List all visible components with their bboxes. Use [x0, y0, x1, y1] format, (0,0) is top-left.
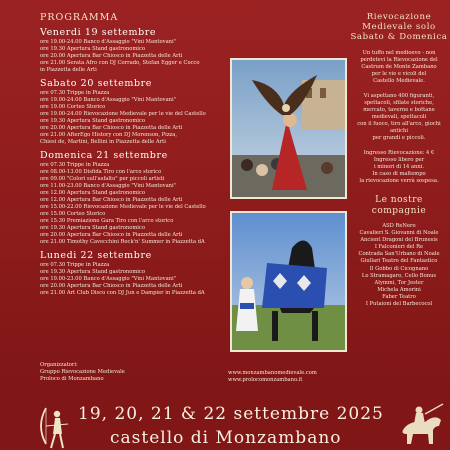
schedule-item: ore 19.30 Apertura Stand gastronomico [40, 269, 145, 275]
intro-line: per le vie e vicoli del [371, 71, 427, 77]
details-line: con il fuoco, tiro all'arco, giochi antichi [357, 121, 441, 134]
organizer-1: Gruppo Rievocazione Medievale [40, 369, 125, 375]
urls-block [228, 370, 358, 384]
compagnia-item: I Putaioni del Barbecocol [365, 301, 433, 308]
compagnia-item: I Falconieri del Re [374, 244, 424, 251]
ingresso-line: la rievocazione verrà sospesa. [359, 178, 439, 184]
event-dates: 19, 20, 21 & 22 settembre 2025 [78, 404, 384, 424]
compagnia-item: Contrada San'Urbano di Noale [358, 251, 440, 258]
compagnia-item: Ancient Dragoni del Brunesis [360, 237, 438, 244]
knight-photo-illustration [232, 213, 345, 350]
schedule-item: ore 19.30 Apertura Stand gastronomico [40, 118, 145, 124]
ingresso-line: i minori di 14 anni. [373, 164, 425, 170]
schedule-item: ore 12.00 Apertura Bar Chiosco in Piazzetta delle Arti [40, 197, 183, 203]
schedule-item: ore 19.30 Apertura Stand gastronomico [40, 225, 145, 231]
schedule-item: ore 20.00 Apertura Bar Chiosco in Piazzetta delle Arti [40, 232, 183, 238]
ingresso-line: In caso di maltempo [372, 171, 426, 177]
schedule-item: ore 15.00-22.00 Rievocazione Medievale per le vie del Castello [40, 204, 206, 210]
schedule-item: ore 19.00-23.00 Banco d'Assaggio "Vini Mantovani" [40, 276, 177, 282]
schedule-item: ore 09.00 "Colori sull'asfalto" per piccoli artisti [40, 176, 165, 182]
intro-line: Castrum de Monte Zambano [361, 64, 437, 70]
intro-line: perdetevi la Rievocazione del [360, 57, 438, 63]
schedule-item: ore 07.30 Trippe in Piazza [40, 162, 110, 168]
schedule-item: ore 21.00 Serata Afro con DJ Corrado, Stefan Egger e Cocco [40, 60, 200, 66]
url-2[interactable]: www.prolocomonzambano.it [228, 377, 303, 383]
details-line: mercato, taverne e bottane [363, 107, 435, 113]
schedule-item: ore 19.00 Corteo Storico [40, 104, 106, 110]
schedule-item: ore 19.00-24.00 Banco d'Assaggio "Vini Mantovani" [40, 97, 177, 103]
schedule-item: ore 20.00 Apertura Bar Chiosco in Piazzetta delle Arti [40, 125, 183, 131]
program-title: PROGRAMMA [40, 12, 119, 23]
compagnia-item: Faber Teatro [382, 293, 416, 300]
details-line: per grandi e piccoli. [372, 135, 426, 141]
schedule-item: ore 19.00-24.00 Banco d'Assaggio "Vini Mantovani" [40, 39, 177, 45]
compagnia-item: Lo Stramagaro, Cello Bonus [361, 272, 437, 279]
rievocazione-intro [350, 50, 448, 85]
day-heading: Venerdi 19 settembre [40, 27, 157, 38]
rievocazione-details [350, 93, 448, 142]
schedule-item: Chiesi de, Martini, Bellini in Piazzetta delle Arti [40, 139, 166, 145]
compagnia-item: Michela Amorini [377, 286, 421, 293]
rievocazione-title-3: Sabato & Domenica [350, 32, 448, 42]
schedule-item: ore 19.30 Apertura Stand gastronomico [40, 46, 145, 52]
compagnie-title-2: compagnie [371, 206, 427, 216]
schedule-item: in Piazzetta delle Arti [40, 67, 97, 73]
falcon-photo-illustration [232, 60, 345, 197]
program-column [40, 12, 240, 297]
falcon-photo [230, 58, 347, 199]
knight-photo [230, 211, 347, 352]
schedule-item: ore 21.00 Art Club Disco con DJ Jun e Dampier in Piazzetta dA [40, 290, 205, 296]
compagnia-item: Alymmi, Tor Jester [374, 279, 424, 286]
schedule-item: ore 15.00 Corteo Storico [40, 211, 106, 217]
compagnia-item: Giullari Teatro del Fantastico [360, 258, 438, 265]
schedule-item: ore 07.30 Trippe in Piazza [40, 262, 110, 268]
compagnia-item: Cavalieri S. Giovanni di Noale [359, 230, 439, 237]
rievocazione-title-1: Rievocazione [366, 12, 432, 22]
day-heading: Lunedi 22 settembre [40, 250, 152, 261]
day-heading: Sabato 20 settembre [40, 78, 152, 89]
rievocazione-title-2: Medievale solo [362, 22, 436, 32]
schedule-item: ore 19.00-24.00 Rievocazione Medievale per le vie del Castello [40, 111, 206, 117]
organizers-block [40, 362, 220, 383]
compagnia-item: Il Gobbo di Cicognano [369, 265, 429, 272]
intro-line: Un tuffo nel medioevo - non [362, 50, 436, 56]
archer-icon [32, 402, 72, 450]
schedule-item: ore 21.00 Timothy Cavecchini Rock'n' Summer in Piazzetta dA [40, 239, 205, 245]
details-line: Vi aspettano 400 figuranti, [363, 93, 435, 99]
schedule-item: ore 12.00 Apertura Stand gastronomico [40, 190, 145, 196]
ingresso-line: Ingresso libero per [373, 157, 425, 163]
schedule-item: ore 20.00 Apertura Bar Chiosco in Piazzetta delle Arti [40, 283, 183, 289]
intro-line: Castello Medievale. [373, 78, 425, 84]
details-line: spettacoli, sfilate storiche, [364, 100, 434, 106]
organizer-2: Proloco di Monzambano [40, 376, 104, 382]
schedule-item: ore 15.30 Premiazione Gara Tiro con l'arco storico [40, 218, 174, 224]
url-1[interactable]: www.monzambanomedievale.com [228, 370, 317, 376]
organizers-label: Organizzatori: [40, 362, 78, 368]
schedule-item: ore 07.30 Trippe in Piazza [40, 90, 110, 96]
details-line: medievali, spettacoli [371, 114, 427, 120]
schedule-item: ore 21.00 AfterEgo History con DJ Morenson, Pizza, [40, 132, 178, 138]
event-place: castello di Monzambano [110, 428, 342, 448]
ingresso-info [350, 150, 448, 185]
knight-on-horse-icon [395, 400, 447, 450]
rievocazione-column [350, 12, 448, 308]
schedule-item: ore 08.00-13.00 Disfida Tiro con l'arco storico [40, 169, 162, 175]
compagnia-item: ASD ReNero [382, 223, 416, 229]
day-heading: Domenica 21 settembre [40, 150, 168, 161]
schedule-item: ore 11.00-23.00 Banco d'Assaggio "Vini Mantovani" [40, 183, 177, 189]
compagnie-title-1: Le nostre [375, 195, 423, 205]
compagnie-list [350, 223, 448, 308]
schedule-item: ore 20.00 Apertura Bar Chiosco in Piazzetta delle Arti [40, 53, 183, 59]
program-days [40, 27, 240, 297]
ingresso-line: Ingresso Rievocazione: 4 € [363, 150, 435, 156]
